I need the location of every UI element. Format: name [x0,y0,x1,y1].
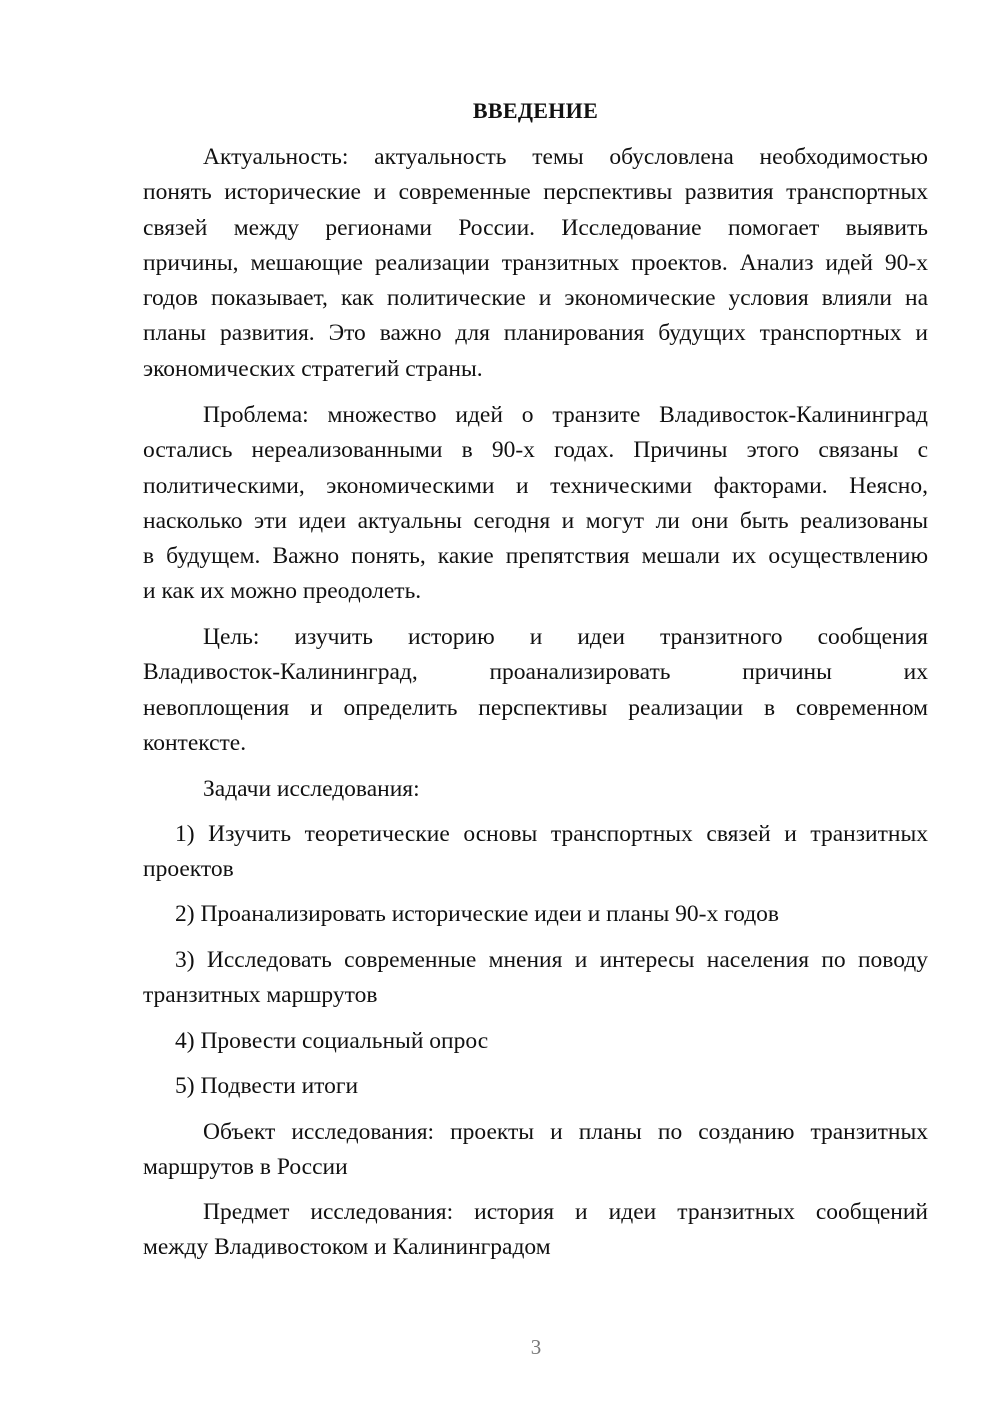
relevance-paragraph [143,140,928,387]
text-line: Проблема: множество идей о транзите Владивосток-Калининград [203,402,928,428]
text-line: невоплощения и определить перспективы реализации в современном [143,694,928,721]
tasks-heading [143,772,928,807]
text-line: Актуальность: актуальность темы обусловлена необходимостью [203,144,928,170]
text-line: контексте. [143,729,247,756]
page-number: 3 [530,1335,542,1359]
text-line: между Владивостоком и Калининградом [143,1234,551,1261]
problem-paragraph [143,398,928,610]
text-line: транзитных маршрутов [143,982,378,1009]
task-item [143,1069,928,1104]
text-line: Цель: изучить историю и идеи транзитного сообщения [203,624,928,650]
text-line: экономических стратегий страны. [143,355,483,382]
text-line: Владивосток-Калининград, проанализировать причины их [143,659,928,686]
text-line: 1) Изучить теоретические основы транспортных связей и транзитных [175,821,928,847]
text-line: связей между регионами России. Исследование помогает выявить [143,214,928,241]
text-line: и как их можно преодолеть. [143,578,422,605]
text-line: в будущем. Важно понять, какие препятствия мешали их осуществлению [143,543,928,570]
page-title: ВВЕДЕНИЕ [472,98,599,123]
task-item [143,943,928,1014]
text-line: 5) Подвести итоги [175,1073,359,1099]
text-line: Задачи исследования: [203,776,420,802]
task-item [143,897,928,932]
task-item [143,1024,928,1059]
subject-paragraph [143,1195,928,1266]
text-line: планы развития. Это важно для планирования будущих транспортных и [143,320,928,347]
text-line: проектов [143,856,234,883]
text-line: политическими, экономическими и техническими факторами. Неясно, [143,472,928,499]
object-paragraph [143,1115,928,1186]
text-line: маршрутов в России [143,1154,348,1181]
text-line: 2) Проанализировать исторические идеи и планы 90-х годов [175,901,780,927]
text-line: причины, мешающие реализации транзитных проектов. Анализ идей 90-х [143,249,928,276]
text-line: 3) Исследовать современные мнения и интересы населения по поводу [175,947,928,973]
text-line: насколько эти идеи актуальны сегодня и могут ли они быть реализованы [143,507,928,534]
text-line: остались нереализованными в 90-х годах. Причины этого связаны с [143,437,928,464]
goal-paragraph [143,620,928,761]
text-line: понять исторические и современные перспективы развития транспортных [143,179,928,206]
text-line: 4) Провести социальный опрос [175,1028,489,1054]
text-line: Объект исследования: проекты и планы по созданию транзитных [203,1119,928,1145]
text-line: годов показывает, как политические и экономические условия влияли на [143,285,928,312]
text-line: Предмет исследования: история и идеи транзитных сообщений [203,1199,928,1225]
task-item [143,817,928,888]
